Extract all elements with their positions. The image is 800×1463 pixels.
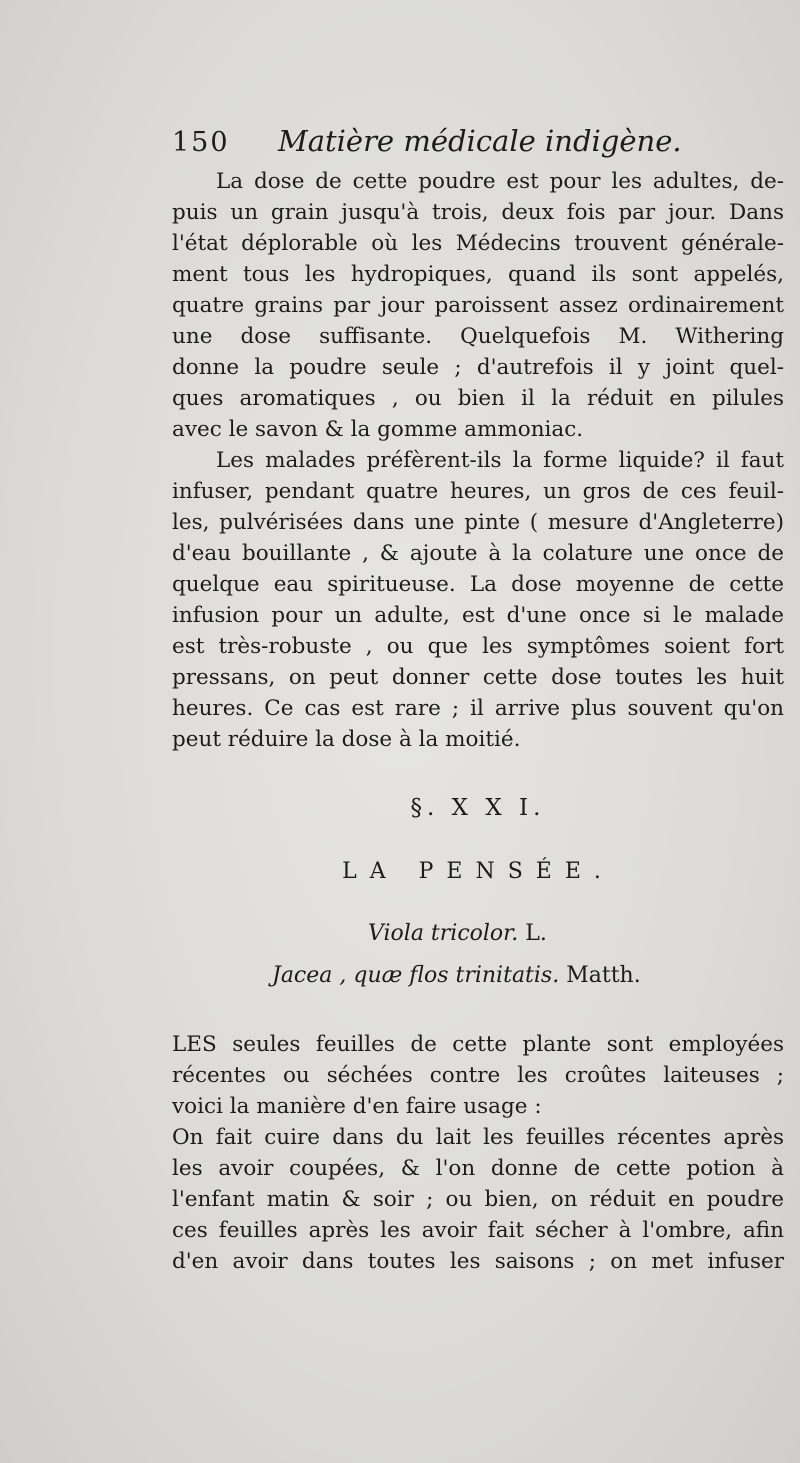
running-title: Matière médicale indigène.	[278, 124, 682, 158]
text-line: On fait cuire dans du lait les feuilles récentes après	[172, 1125, 784, 1150]
text-line: puis un grain jusqu'à trois, deux fois par jour. Dans	[172, 200, 784, 225]
text-line: heures. Ce cas est rare ; il arrive plus souvent qu'on	[172, 696, 784, 721]
text-line: quelque eau spiritueuse. La dose moyenne de cette	[172, 572, 784, 597]
author-abbrev: L.	[525, 921, 547, 946]
latin-name: Viola tricolor.	[368, 921, 519, 946]
text-line: LES seules feuilles de cette plante sont employées	[172, 1032, 784, 1057]
text-line: peut réduire la dose à la moitié.	[172, 727, 521, 752]
text-line: les avoir coupées, & l'on donne de cette potion à	[172, 1156, 784, 1181]
text-block	[172, 124, 784, 1277]
text-line: donne la poudre seule ; d'autrefois il y joint quel-	[172, 355, 784, 380]
text-line: ques aromatiques , ou bien il la réduit en pilules	[172, 386, 784, 411]
latin-synonym: Jacea , quæ flos trinitatis.	[272, 963, 560, 988]
author-abbrev: Matth.	[566, 963, 641, 988]
text-line: l'enfant matin & soir ; ou bien, on réduit en poudre	[172, 1187, 784, 1212]
text-line: infusion pour un adulte, est d'une once si le malade	[172, 603, 784, 628]
page-header	[172, 124, 784, 166]
text-line: d'eau bouillante , & ajoute à la colature une once de	[172, 541, 784, 566]
page-number: 150	[172, 127, 230, 158]
section-number: §. X X I.	[410, 795, 546, 821]
text-line: pressans, on peut donner cette dose toutes les huit	[172, 665, 784, 690]
synonym-line	[172, 963, 784, 1005]
botanical-name-line	[172, 921, 784, 963]
text-line: d'en avoir dans toutes les saisons ; on met infuser	[172, 1249, 784, 1274]
text-line: voici la manière d'en faire usage :	[172, 1094, 542, 1119]
text-line: une dose suffisante. Quelquefois M. Withering	[172, 324, 784, 349]
text-line: ces feuilles après les avoir fait sécher à l'ombre, afin	[172, 1218, 784, 1243]
text-line: quatre grains par jour paroissent assez ordinairement	[172, 293, 784, 318]
text-line: infuser, pendant quatre heures, un gros de ces feuil-	[172, 479, 784, 504]
text-line: est très-robuste , ou que les symptômes soient fort	[172, 634, 784, 659]
botanical-names	[172, 921, 784, 1005]
text-line: récentes ou séchées contre les croûtes laiteuses ;	[172, 1063, 784, 1088]
paragraph-infusion	[172, 445, 784, 755]
paragraph-leaves	[172, 1029, 784, 1122]
text-line: l'état déplorable où les Médecins trouvent générale-	[172, 231, 784, 256]
text-line: les, pulvérisées dans une pinte ( mesure d'Angleterre)	[172, 510, 784, 535]
text-line: La dose de cette poudre est pour les adultes, de-	[216, 169, 784, 194]
text-line: avec le savon & la gomme ammoniac.	[172, 417, 584, 442]
text-line: ment tous les hydropiques, quand ils sont appelés,	[172, 262, 784, 287]
paragraph-preparation	[172, 1122, 784, 1277]
section-title: LA PENSÉE.	[342, 859, 614, 884]
paragraph-dose	[172, 166, 784, 445]
text-line: Les malades préfèrent-ils la forme liquide? il faut	[216, 448, 784, 473]
